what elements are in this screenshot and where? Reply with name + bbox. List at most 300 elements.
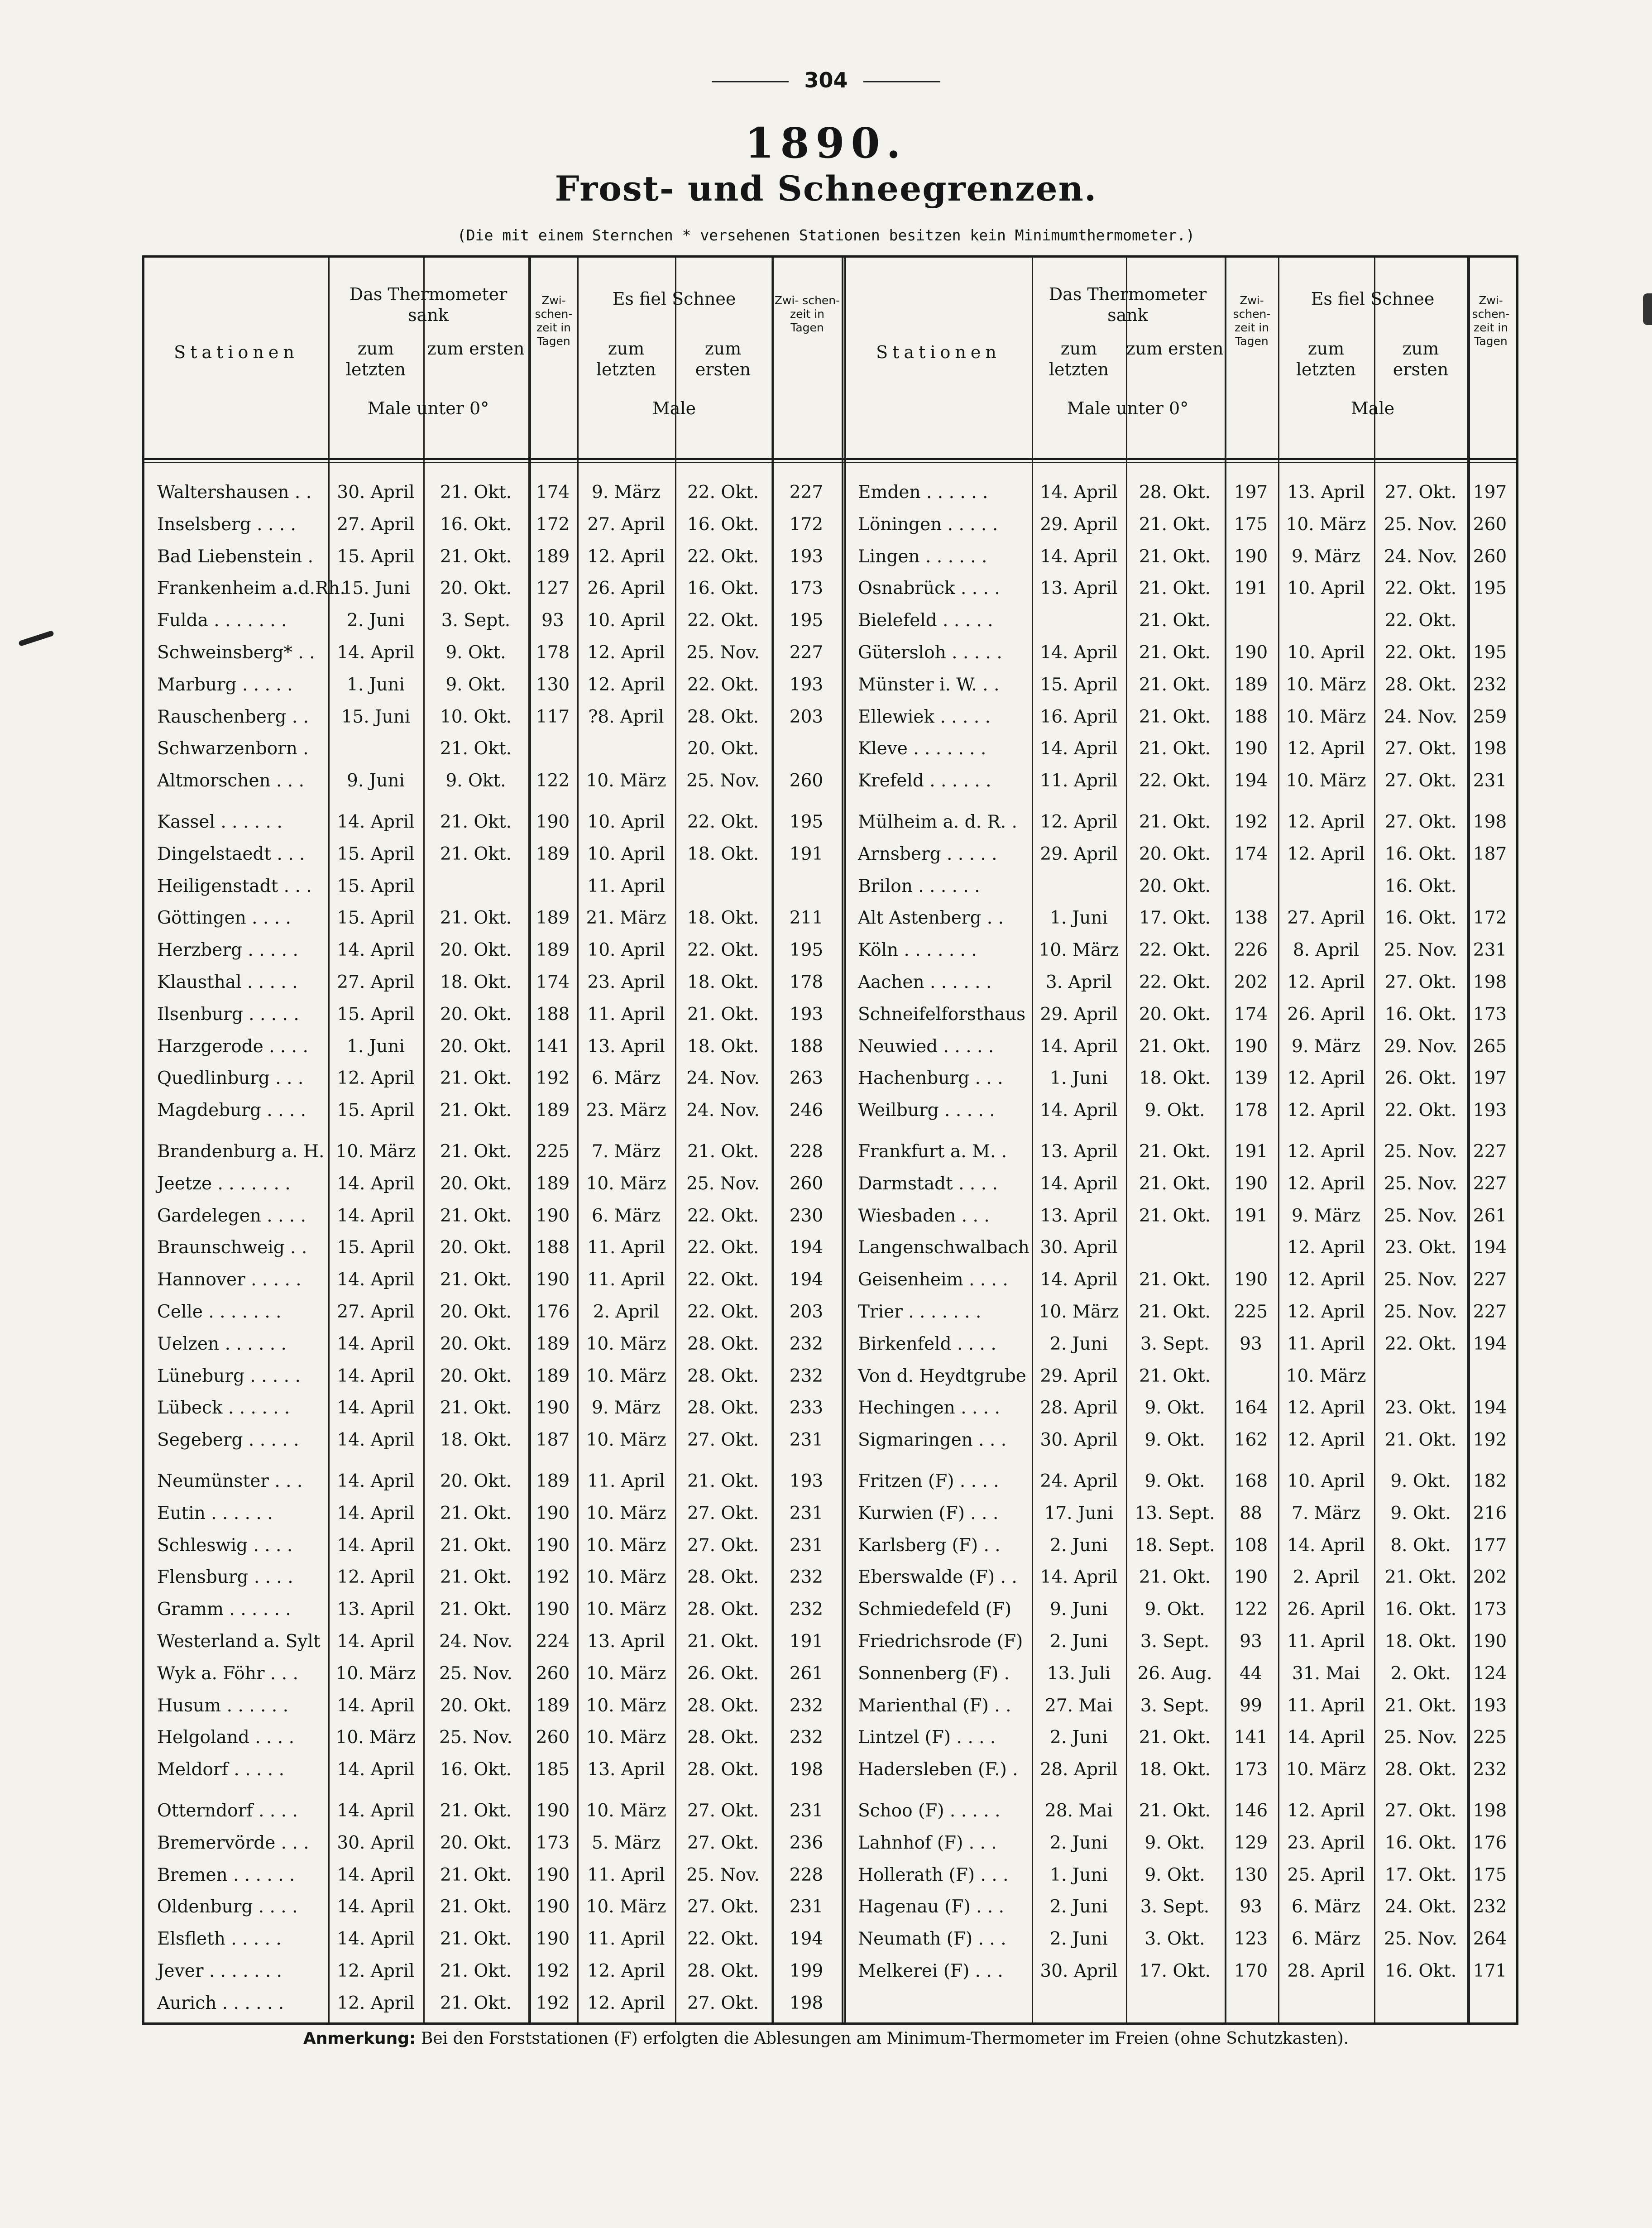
right-snow-last: 9. März [1292,1205,1360,1226]
left-thermo-last: 14. April [337,1430,415,1451]
right-thermo-last: 28. April [1040,1398,1118,1418]
left-header-thermo-last: zum letzten [345,339,406,379]
right-thermo-first: 20. Okt. [1139,1004,1211,1025]
left-snow-first: 16. Okt. [687,514,759,535]
left-snow-last: 11. April [587,1004,665,1025]
right-thermo-last: 14. April [1040,1036,1118,1057]
left-snow-last: 2. April [593,1302,660,1322]
left-thermo-interval: 127 [536,578,570,599]
right-station-name: Krefeld . . . . . . [858,771,991,791]
left-thermo-last: 27. April [337,1302,415,1322]
left-thermo-first: 21. Okt. [440,1599,512,1620]
right-thermo-interval: 99 [1240,1695,1262,1716]
left-snow-last: 12. April [587,1961,665,1981]
right-thermo-last: 13. April [1040,1141,1118,1162]
right-snow-last: 6. März [1292,1897,1360,1917]
right-thermo-first: 9. Okt. [1144,1100,1205,1121]
right-thermo-first: 21. Okt. [1139,812,1211,832]
left-thermo-interval: 190 [536,1205,570,1226]
left-snow-first: 22. Okt. [687,674,759,695]
right-thermo-last: 11. April [1040,771,1118,791]
left-snow-last: 11. April [587,1929,665,1950]
left-snow-first: 28. Okt. [687,1398,759,1418]
right-snow-interval: 124 [1473,1663,1507,1684]
page-number-text: 304 [804,68,848,92]
right-row [845,1264,1516,1296]
right-snow-first: 18. Okt. [1384,1631,1457,1652]
left-row [144,1232,845,1264]
right-thermo-last: 28. Mai [1044,1801,1113,1821]
right-thermo-interval: 123 [1234,1929,1268,1950]
right-thermo-interval: 146 [1234,1801,1268,1821]
right-station-name: Gütersloh . . . . . [858,642,1002,663]
right-snow-first: 25. Nov. [1384,1727,1457,1748]
right-thermo-last: 2. Juni [1050,1333,1108,1354]
left-thermo-last: 15. April [337,843,415,864]
left-snow-first: 28. Okt. [687,1961,759,1981]
right-row [845,605,1516,637]
left-thermo-last: 12. April [337,1068,415,1089]
left-snow-interval: 193 [789,1471,824,1491]
right-thermo-interval: 162 [1234,1430,1268,1451]
right-snow-first: 16. Okt. [1384,1832,1457,1853]
left-station-name: Marburg . . . . . [157,674,293,695]
left-snow-first: 28. Okt. [687,706,759,727]
right-thermo-interval: 139 [1234,1068,1268,1089]
left-station-name: Wyk a. Föhr . . . [157,1663,298,1684]
left-thermo-interval: 117 [536,706,570,727]
left-snow-last: 9. März [592,1398,661,1418]
right-station-name: Lahnhof (F) . . . [858,1832,997,1853]
left-station-name: Ilsenburg . . . . . [157,1004,299,1025]
right-station-name: Darmstadt . . . . [858,1173,998,1194]
left-snow-interval: 194 [789,1237,824,1258]
left-station-name: Gardelegen . . . . [157,1205,306,1226]
left-snow-last: 10. März [586,1897,666,1917]
left-thermo-first: 21. Okt. [440,908,512,929]
left-thermo-first: 18. Okt. [440,972,512,992]
left-thermo-first: 21. Okt. [440,1398,512,1418]
left-thermo-first: 9. Okt. [445,674,506,695]
left-thermo-first: 3. Sept. [441,610,511,631]
left-snow-interval: 191 [789,843,824,864]
right-thermo-first: 20. Okt. [1139,876,1211,896]
left-snow-last: 10. März [586,1663,666,1684]
right-thermo-first: 21. Okt. [1139,1141,1211,1162]
right-snow-last: 8. April [1293,940,1360,961]
left-snow-first: 27. Okt. [687,1801,759,1821]
footnote-text: Bei den Forststationen (F) erfolgten die Ablesungen am Minimum-Thermometer im Freien (ohne Schutzkasten). [421,2029,1349,2048]
right-row [845,1328,1516,1360]
left-thermo-interval: 192 [536,1567,570,1588]
right-snow-first: 9. Okt. [1390,1503,1451,1524]
left-row [144,1200,845,1232]
left-station-name: Lüneburg . . . . . [157,1366,301,1386]
left-station-name: Inselsberg . . . . [157,514,296,535]
right-header-snow-first: zum ersten [1393,339,1449,379]
left-snow-interval: 231 [789,1503,824,1524]
right-snow-first: 23. Okt. [1384,1398,1457,1418]
left-station-name: Celle . . . . . . . [157,1302,282,1322]
left-station-name: Elsfleth . . . . . [157,1929,282,1950]
left-thermo-first: 20. Okt. [440,1173,512,1194]
left-snow-last: 10. März [586,1535,666,1556]
right-row [845,1063,1516,1094]
left-thermo-first: 21. Okt. [440,1801,512,1821]
left-snow-first: 18. Okt. [687,843,759,864]
left-station-name: Oldenburg . . . . [157,1897,298,1917]
right-thermo-interval: 190 [1234,642,1268,663]
left-row [144,1296,845,1328]
left-header-snow-first: zum ersten [695,339,751,379]
right-thermo-first: 21. Okt. [1139,706,1211,727]
right-header-schnee: Es fiel Schnee [1311,289,1435,309]
right-station-name: Birkenfeld . . . . [858,1333,996,1354]
left-row [144,902,845,934]
right-snow-first: 16. Okt. [1384,1599,1457,1620]
right-thermo-last: 29. April [1040,1366,1118,1386]
left-row [144,1424,845,1456]
left-snow-last: 10. März [586,1333,666,1354]
right-thermo-last: 14. April [1040,1567,1118,1588]
left-snow-first: 28. Okt. [687,1727,759,1748]
right-snow-last: 11. April [1287,1333,1365,1354]
right-thermo-last: 14. April [1040,546,1118,567]
left-snow-last: 10. März [586,1173,666,1194]
left-thermo-first: 9. Okt. [445,771,506,791]
right-row [845,733,1516,765]
right-row [845,1795,1516,1827]
left-thermo-first: 20. Okt. [440,1237,512,1258]
right-thermo-first: 21. Okt. [1139,546,1211,567]
left-row [144,1988,845,2019]
left-snow-interval: 193 [789,1004,824,1025]
right-snow-interval: 194 [1473,1333,1507,1354]
right-station-name: Kurwien (F) . . . [858,1503,999,1524]
left-thermo-last: 2. Juni [347,610,405,631]
right-thermo-first: 21. Okt. [1139,1727,1211,1748]
right-station-name: Melkerei (F) . . . [858,1961,1003,1981]
left-thermo-last: 14. April [337,1503,415,1524]
right-snow-last: 12. April [1287,1100,1365,1121]
right-thermo-last: 1. Juni [1050,1864,1108,1885]
right-station-name: Marienthal (F) . . [858,1695,1011,1716]
left-thermo-interval: 189 [536,546,570,567]
left-thermo-last: 15. April [337,908,415,929]
right-row [845,1594,1516,1625]
left-thermo-last: 15. April [337,1100,415,1121]
left-thermo-interval: 189 [536,1695,570,1716]
left-station-name: Eutin . . . . . . [157,1503,273,1524]
left-thermo-last: 14. April [337,1471,415,1491]
right-snow-last: 26. April [1287,1004,1365,1025]
right-snow-interval: 195 [1473,578,1507,599]
left-snow-interval: 188 [789,1036,824,1057]
left-snow-last: 10. März [586,1599,666,1620]
right-thermo-last: 2. Juni [1050,1929,1108,1950]
right-thermo-interval: 141 [1234,1727,1268,1748]
left-station-name: Neumünster . . . [157,1471,303,1491]
right-snow-interval: 232 [1473,1759,1507,1780]
right-thermo-interval: 174 [1234,1004,1268,1025]
left-thermo-interval: 190 [536,812,570,832]
left-snow-interval: 231 [789,1897,824,1917]
right-thermo-interval: 164 [1234,1398,1268,1418]
right-header-thermometer: Das Thermometer sank [1049,284,1207,325]
table-half-left [144,258,845,2022]
pen-mark [18,630,54,647]
page-title: Frost- und Schneegrenzen. [555,168,1097,209]
left-snow-last: 7. März [592,1141,661,1162]
right-row [845,1424,1516,1456]
left-station-name: Jeetze . . . . . . . [157,1173,291,1194]
right-snow-interval: 232 [1473,674,1507,695]
left-station-name: Bremervörde . . . [157,1832,309,1853]
left-station-name: Hannover . . . . . [157,1270,302,1290]
left-station-name: Husum . . . . . . [157,1695,289,1716]
right-station-name: Frankfurt a. M. . [858,1141,1007,1162]
left-thermo-first: 20. Okt. [440,1333,512,1354]
left-snow-last: 12. April [587,1993,665,2013]
left-snow-first: 25. Nov. [686,642,760,663]
right-snow-last: 12. April [1287,843,1365,864]
left-row [144,1923,845,1955]
left-thermo-first: 21. Okt. [440,482,512,503]
right-snow-interval: 187 [1473,843,1507,864]
left-snow-interval: 191 [789,1631,824,1652]
right-station-name: Münster i. W. . . [858,674,1000,695]
left-snow-last: 11. April [587,1270,665,1290]
left-snow-last: 11. April [587,1864,665,1885]
left-station-name: Heiligenstadt . . . [157,876,312,896]
right-snow-first: 9. Okt. [1390,1471,1451,1491]
left-row [144,509,845,541]
left-thermo-last: 10. März [335,1727,416,1748]
left-station-name: Magdeburg . . . . [157,1100,306,1121]
right-row [845,1031,1516,1063]
right-header-male-unter: Male unter 0° [1067,398,1189,418]
right-thermo-last: 14. April [1040,482,1118,503]
right-row [845,669,1516,701]
right-snow-first: 24. Nov. [1384,546,1457,567]
left-snow-first: 25. Nov. [686,1864,760,1885]
right-snow-last: 12. April [1287,1237,1365,1258]
left-row [144,1530,845,1562]
right-station-name: Fritzen (F) . . . . [858,1471,999,1491]
left-snow-last: 10. März [586,1567,666,1588]
right-thermo-last: 1. Juni [1050,908,1108,929]
right-station-name: Langenschwalbach [858,1237,1030,1258]
right-station-name: Arnsberg . . . . . [858,843,997,864]
right-thermo-first: 3. Sept. [1140,1333,1210,1354]
right-row [845,1200,1516,1232]
left-snow-first: 21. Okt. [687,1631,759,1652]
left-thermo-interval: 192 [536,1993,570,2013]
left-station-name: Herzberg . . . . . [157,940,298,961]
right-row [845,573,1516,604]
right-station-name: Geisenheim . . . . [858,1270,1008,1290]
right-row [845,1562,1516,1593]
right-snow-interval: 198 [1473,1801,1507,1821]
left-thermo-first: 24. Nov. [439,1631,512,1652]
edge-mark [1643,293,1652,325]
right-snow-interval: 202 [1473,1567,1507,1588]
right-thermo-interval: 93 [1240,1333,1262,1354]
right-snow-first: 22. Okt. [1384,1333,1457,1354]
right-thermo-last: 10. März [1039,940,1119,961]
right-thermo-first: 22. Okt. [1139,972,1211,992]
right-snow-interval: 173 [1473,1599,1507,1620]
left-snow-interval: 232 [789,1727,824,1748]
left-thermo-interval: 173 [536,1832,570,1853]
right-snow-interval: 198 [1473,972,1507,992]
right-row [845,1827,1516,1859]
left-thermo-first: 21. Okt. [440,843,512,864]
left-snow-first: 27. Okt. [687,1535,759,1556]
right-thermo-interval: 173 [1234,1759,1268,1780]
right-thermo-first: 22. Okt. [1139,771,1211,791]
left-snow-first: 16. Okt. [687,578,759,599]
right-thermo-last: 14. April [1040,1100,1118,1121]
left-thermo-interval: 190 [536,1535,570,1556]
left-thermo-first: 20. Okt. [440,1302,512,1322]
right-snow-last: 31. Mai [1292,1663,1360,1684]
right-snow-last: 27. April [1287,908,1365,929]
left-snow-last: 10. April [587,940,665,961]
page-subtitle: (Die mit einem Sternchen * versehenen Stationen besitzen kein Minimumthermometer.) [457,226,1195,244]
left-snow-first: 25. Nov. [686,771,760,791]
left-row [144,605,845,637]
right-snow-first: 23. Okt. [1384,1237,1457,1258]
right-snow-last: 12. April [1287,1430,1365,1451]
left-row [144,669,845,701]
left-snow-first: 28. Okt. [687,1599,759,1620]
left-snow-interval: 195 [789,940,824,961]
right-thermo-first: 21. Okt. [1139,1036,1211,1057]
right-thermo-interval: 190 [1234,1173,1268,1194]
right-row [845,967,1516,998]
right-snow-last: 12. April [1287,1801,1365,1821]
right-thermo-last: 30. April [1040,1237,1118,1258]
right-row [845,1361,1516,1392]
left-row [144,1955,845,1987]
left-thermo-last: 12. April [337,1961,415,1981]
right-row [845,765,1516,797]
right-thermo-first: 3. Sept. [1140,1631,1210,1652]
right-station-name: Alt Astenberg . . [858,908,1004,929]
right-snow-last: 10. April [1287,642,1365,663]
left-snow-first: 21. Okt. [687,1141,759,1162]
right-snow-interval: 198 [1473,738,1507,759]
left-snow-interval: 232 [789,1333,824,1354]
right-snow-interval: 193 [1473,1100,1507,1121]
right-snow-interval: 232 [1473,1897,1507,1917]
left-snow-first: 24. Nov. [686,1100,760,1121]
left-row [144,1168,845,1200]
left-row [144,1361,845,1392]
left-row [144,1264,845,1296]
right-thermo-interval: 197 [1234,482,1268,503]
right-thermo-interval: 168 [1234,1471,1268,1491]
right-header-thermo-last: zum letzten [1049,339,1109,379]
left-thermo-interval: 190 [536,1398,570,1418]
left-thermo-interval: 176 [536,1302,570,1322]
right-snow-last: 9. März [1292,546,1360,567]
right-row [845,1466,1516,1497]
right-snow-interval: 190 [1473,1631,1507,1652]
left-row [144,1498,845,1529]
left-snow-first: 18. Okt. [687,972,759,992]
left-snow-interval: 232 [789,1366,824,1386]
left-snow-last: 10. März [586,1727,666,1748]
left-snow-first: 28. Okt. [687,1695,759,1716]
left-thermo-last: 14. April [337,1759,415,1780]
right-thermo-last: 13. April [1040,1205,1118,1226]
left-thermo-interval: 190 [536,1801,570,1821]
right-row [845,871,1516,902]
left-thermo-first: 20. Okt. [440,940,512,961]
right-snow-last: 14. April [1287,1727,1365,1748]
right-snow-last: 12. April [1287,1270,1365,1290]
left-header-thermometer: Das Thermometer sank [349,284,508,325]
right-thermo-interval: 190 [1234,1270,1268,1290]
right-snow-last: 10. April [1287,1471,1365,1491]
right-thermo-first: 22. Okt. [1139,940,1211,961]
right-snow-first: 26. Okt. [1384,1068,1457,1089]
left-station-name: Flensburg . . . . [157,1567,293,1588]
left-snow-first: 22. Okt. [687,1270,759,1290]
left-snow-first: 28. Okt. [687,1759,759,1780]
left-station-name: Dingelstaedt . . . [157,843,305,864]
right-station-name: Sonnenberg (F) . [858,1663,1010,1684]
right-station-name: Weilburg . . . . . [858,1100,995,1121]
left-row [144,967,845,998]
left-snow-last: ?8. April [588,706,664,727]
right-thermo-last: 14. April [1040,738,1118,759]
right-row [845,509,1516,541]
right-snow-last: 10. März [1286,674,1366,695]
left-snow-last: 10. März [586,1503,666,1524]
left-thermo-first: 21. Okt. [440,1567,512,1588]
right-snow-interval: 197 [1473,1068,1507,1089]
left-snow-interval: 230 [789,1205,824,1226]
right-thermo-last: 30. April [1040,1961,1118,1981]
right-snow-interval: 231 [1473,771,1507,791]
right-row [845,1392,1516,1424]
right-row [845,1232,1516,1264]
left-row [144,573,845,604]
left-thermo-interval: 178 [536,642,570,663]
right-snow-interval: 195 [1473,642,1507,663]
left-thermo-interval: 188 [536,1237,570,1258]
right-snow-last: 2. April [1293,1567,1360,1588]
left-station-name: Brandenburg a. H. [157,1141,325,1162]
left-row [144,541,845,573]
left-snow-interval: 236 [789,1832,824,1853]
right-snow-interval: 182 [1473,1471,1507,1491]
right-thermo-interval: 202 [1234,972,1268,992]
right-thermo-last: 13. April [1040,578,1118,599]
left-header-male: Male [652,398,696,418]
right-snow-interval: 176 [1473,1832,1507,1853]
left-station-name: Kassel . . . . . . [157,812,283,832]
left-thermo-last: 14. April [337,642,415,663]
right-snow-last: 7. März [1292,1503,1360,1524]
right-station-name: Friedrichsrode (F) [858,1631,1023,1652]
left-row [144,1859,845,1891]
right-snow-interval: 227 [1473,1302,1507,1322]
footnote [0,2029,1652,2048]
